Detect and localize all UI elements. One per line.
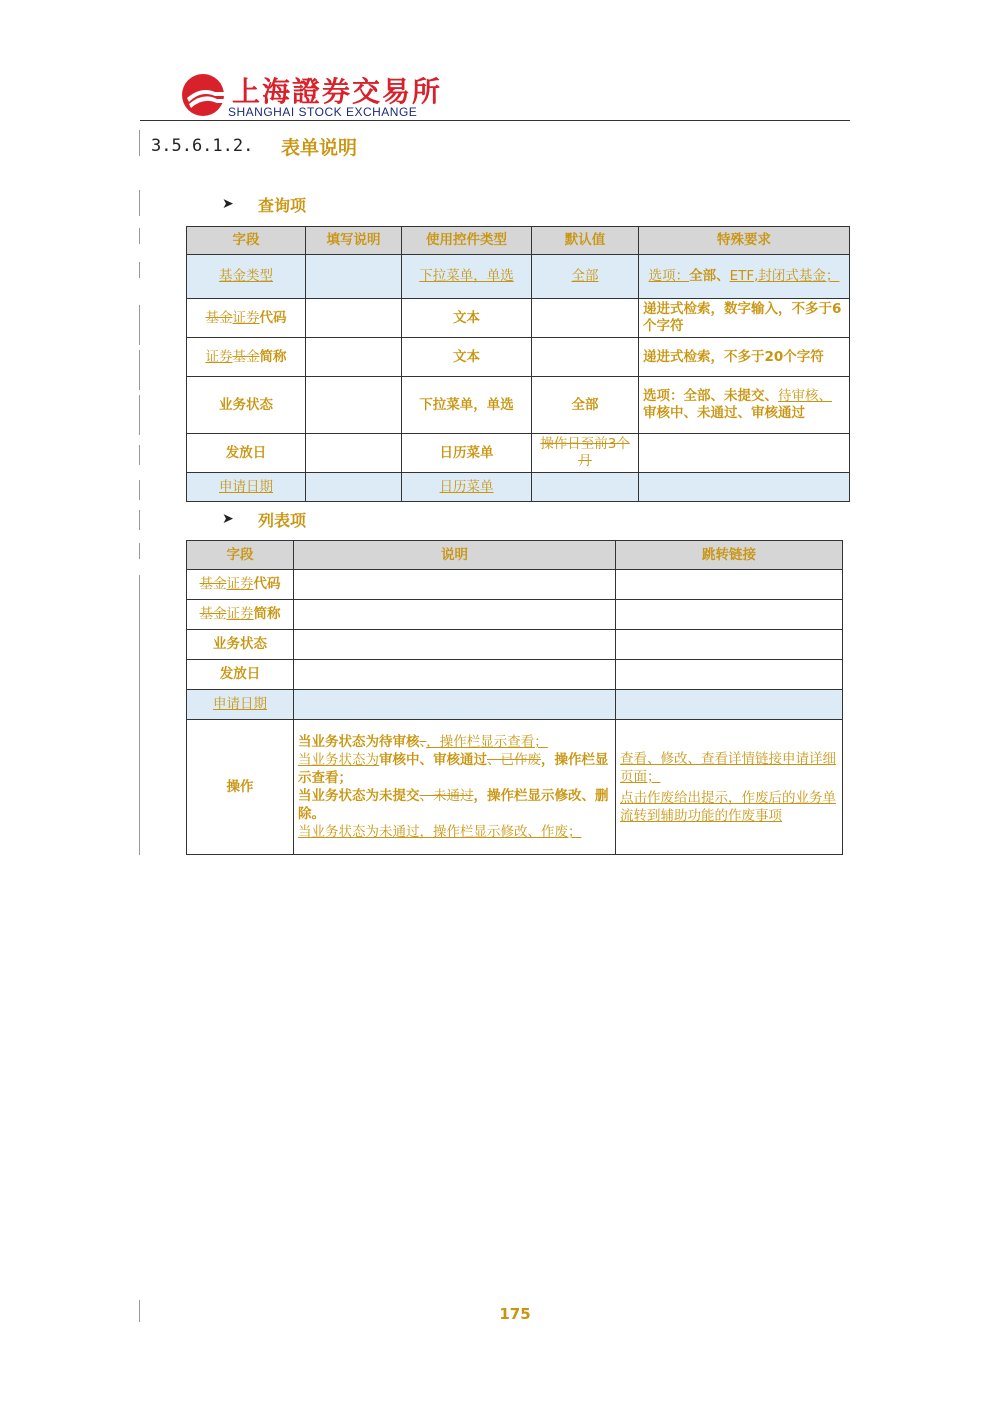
- control-cell: 下拉菜单，单选: [402, 255, 532, 299]
- operation-rule-reviewing: 当业务状态为审核中、审核通过、已作废，操作栏显示查看；: [298, 752, 609, 786]
- table-row: [187, 473, 850, 502]
- link-cell: [616, 630, 843, 660]
- view-link-note: 查看、修改、查看详情链接申请详细页面；: [620, 750, 836, 785]
- logo-chinese-name: 上海證券交易所: [232, 75, 443, 108]
- change-bar: [139, 262, 140, 278]
- change-bar: [139, 445, 140, 465]
- fill-note-cell: [306, 299, 402, 338]
- field-cell: 申请日期: [187, 690, 294, 720]
- description-cell: [294, 570, 616, 600]
- column-header: 字段: [187, 227, 306, 255]
- change-bar: [139, 130, 140, 156]
- column-header: 说明: [294, 541, 616, 570]
- bullet-arrow-icon: ➤: [222, 511, 234, 527]
- operation-rule-rejected: 当业务状态为未通过，操作栏显示修改、作废；: [298, 824, 582, 840]
- link-cell: [616, 600, 843, 630]
- control-cell: 下拉菜单，单选: [402, 377, 532, 434]
- table-row: [187, 720, 843, 855]
- column-header: 使用控件类型: [402, 227, 532, 255]
- void-link-note: 点击作废给出提示，作废后的业务单流转到辅助功能的作废事项: [620, 789, 836, 824]
- field-cell: 发放日: [187, 434, 306, 473]
- operation-rule-pending: 当业务状态为待审核、，操作栏显示查看；: [298, 734, 548, 750]
- change-bar: [139, 575, 140, 855]
- description-cell: [294, 630, 616, 660]
- field-cell: 发放日: [187, 660, 294, 690]
- field-cell: 业务状态: [187, 630, 294, 660]
- change-bar: [139, 480, 140, 500]
- default-cell: 全部: [532, 255, 639, 299]
- bullet-arrow-icon: ➤: [222, 196, 234, 212]
- table-row: [187, 630, 843, 660]
- default-cell: [532, 338, 639, 377]
- fill-note-cell: [306, 473, 402, 502]
- table-row: [187, 600, 843, 630]
- description-cell: [294, 720, 616, 855]
- table-row: [187, 660, 843, 690]
- control-cell: 日历菜单: [402, 434, 532, 473]
- table-row: [187, 570, 843, 600]
- field-cell: 证券基金简称: [187, 338, 306, 377]
- query-table-header: [187, 227, 850, 255]
- control-cell: 文本: [402, 338, 532, 377]
- link-cell: [616, 660, 843, 690]
- change-bar: [139, 510, 140, 530]
- field-cell: 业务状态: [187, 377, 306, 434]
- page-number: 175: [499, 1305, 531, 1323]
- logo-english-name: SHANGHAI STOCK EXCHANGE: [228, 105, 418, 119]
- change-bar: [139, 350, 140, 390]
- default-cell: [532, 473, 639, 502]
- fill-note-cell: [306, 255, 402, 299]
- change-bar: [139, 228, 140, 244]
- list-heading: 列表项: [258, 511, 307, 530]
- default-cell: 全部: [532, 377, 639, 434]
- link-cell: [616, 690, 843, 720]
- control-cell: 日历菜单: [402, 473, 532, 502]
- field-cell: 基金类型: [187, 255, 306, 299]
- field-cell: 基金证券简称: [187, 600, 294, 630]
- fill-note-cell: [306, 338, 402, 377]
- column-header: 默认值: [532, 227, 639, 255]
- field-cell: 基金证券代码: [187, 299, 306, 338]
- field-cell: 基金证券代码: [187, 570, 294, 600]
- requirement-cell: 递进式检索，不多于20个字符: [639, 338, 850, 377]
- column-header: 字段: [187, 541, 294, 570]
- requirement-cell: 递进式检索，数字输入，不多于6个字符: [639, 299, 850, 338]
- requirement-cell: [639, 434, 850, 473]
- table-row: [187, 338, 850, 377]
- control-cell: 文本: [402, 299, 532, 338]
- requirement-cell: 选项：全部、未提交、待审核、审核中、未通过、审核通过: [639, 377, 850, 434]
- default-cell: [532, 299, 639, 338]
- section-title: 表单说明: [281, 137, 358, 159]
- list-table: [186, 540, 843, 855]
- table-row: [187, 377, 850, 434]
- list-table-header: [187, 541, 843, 570]
- section-number: 3.5.6.1.2.: [151, 136, 254, 156]
- column-header: 特殊要求: [639, 227, 850, 255]
- change-bar: [139, 543, 140, 559]
- description-cell: [294, 660, 616, 690]
- field-cell: 操作: [187, 720, 294, 855]
- change-bar: [139, 190, 140, 216]
- fill-note-cell: [306, 434, 402, 473]
- requirement-cell: 选项：全部、ETF,封闭式基金；: [639, 255, 850, 299]
- description-cell: [294, 690, 616, 720]
- requirement-cell: [639, 473, 850, 502]
- default-cell: 操作日至前3个月: [532, 434, 639, 473]
- column-header: 跳转链接: [616, 541, 843, 570]
- fill-note-cell: [306, 377, 402, 434]
- query-heading: 查询项: [258, 196, 307, 215]
- query-table: [186, 226, 850, 502]
- header-rule: [140, 120, 850, 121]
- table-row: [187, 255, 850, 299]
- table-row: [187, 299, 850, 338]
- sse-logo-icon: [181, 72, 229, 118]
- field-cell: 申请日期: [187, 473, 306, 502]
- link-cell: [616, 570, 843, 600]
- operation-rule-unsubmitted: 当业务状态为未提交、未通过，操作栏显示修改、删除。: [298, 788, 609, 822]
- link-cell: [616, 720, 843, 855]
- table-row: [187, 690, 843, 720]
- column-header: 填写说明: [306, 227, 402, 255]
- description-cell: [294, 600, 616, 630]
- change-bar: [139, 395, 140, 435]
- change-bar: [139, 305, 140, 345]
- table-row: [187, 434, 850, 473]
